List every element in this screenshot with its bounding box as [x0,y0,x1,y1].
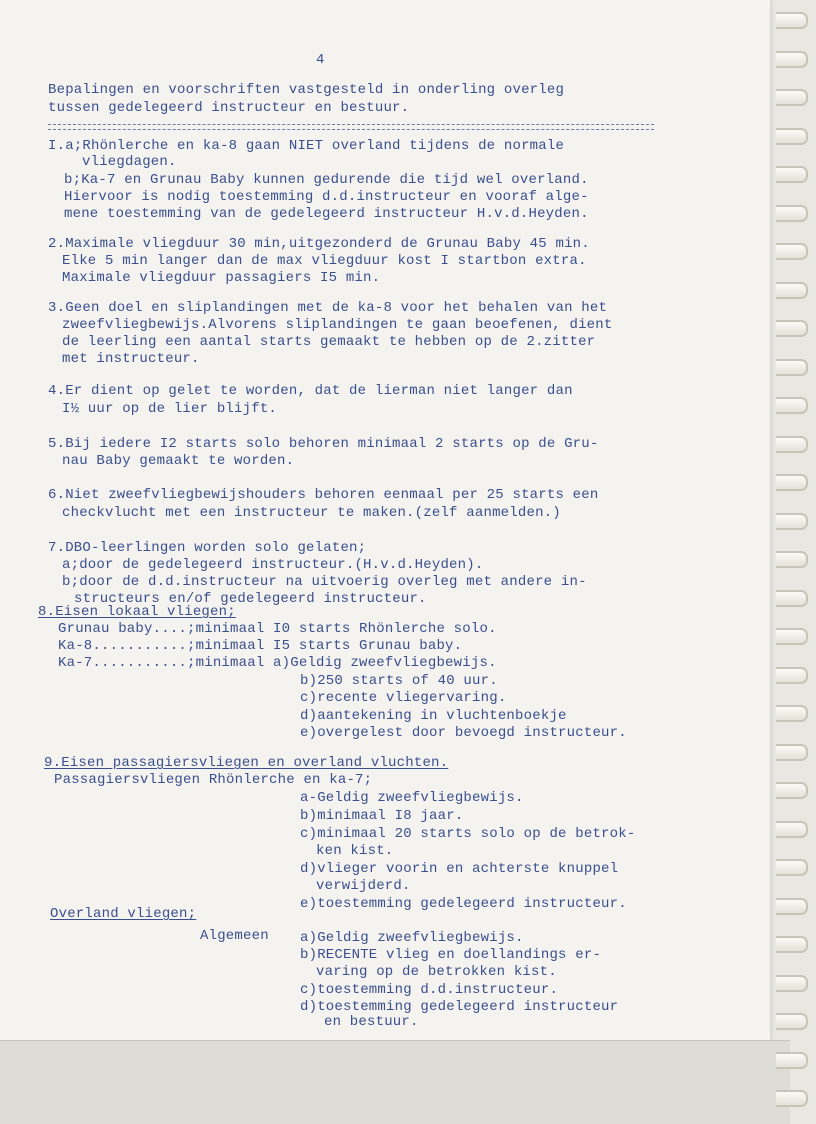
text-line: Passagiersvliegen Rhönlerche en ka-7; [54,772,373,788]
text-line: de leerling een aantal starts gemaakt te hebben op de 2.zitter [62,334,596,350]
text-line: d)aantekening in vluchtenboekje [300,708,567,724]
section-heading: Overland vliegen; [50,906,197,922]
text-line: nau Baby gemaakt te worden. [62,453,295,469]
text-line: b)minimaal I8 jaar. [300,808,464,824]
text-line: Elke 5 min langer dan de max vliegduur kost I startbon extra. [62,253,587,269]
binding-ring [776,282,808,299]
text-line: 5.Bij iedere I2 starts solo behoren minimaal 2 starts op de Gru- [48,436,599,452]
binding-ring [776,859,808,876]
binding-ring [776,551,808,568]
text-line: b)250 starts of 40 uur. [300,673,498,689]
binding-ring [776,628,808,645]
binding-ring [776,936,808,953]
binding-ring [776,513,808,530]
binding-ring [776,1052,808,1069]
text-line: d)toestemming gedelegeerd instructeur [300,999,619,1015]
text-line: Grunau baby....;minimaal I0 starts Rhönlerche solo. [58,621,497,637]
text-line: c)recente vliegervaring. [300,690,507,706]
text-line: c)toestemming d.d.instructeur. [300,982,559,998]
text-line: varing op de betrokken kist. [316,964,557,980]
text-line: 2.Maximale vliegduur 30 min,uitgezonderd de Grunau Baby 45 min. [48,236,590,252]
text-line: Algemeen [200,928,269,944]
text-line: Maximale vliegduur passagiers I5 min. [62,270,381,286]
binding-ring [776,1090,808,1107]
binding-ring [776,359,808,376]
heading-line: Bepalingen en voorschriften vastgesteld in onderling overleg [48,82,565,98]
binding-ring [776,89,808,106]
section-heading: 9.Eisen passagiersvliegen en overland vluchten. [44,755,449,771]
binding-ring [776,1013,808,1030]
text-line: 6.Niet zweefvliegbewijshouders behoren eenmaal per 25 starts een [48,487,599,503]
text-line: b;Ka-7 en Grunau Baby kunnen gedurende die tijd wel overland. [64,172,589,188]
text-line: Hiervoor is nodig toestemming d.d.instructeur en vooraf alge- [64,189,589,205]
text-line: b)RECENTE vlieg en doellandings er- [300,947,602,963]
binding-ring [776,474,808,491]
text-line: zweefvliegbewijs.Alvorens sliplandingen te gaan beoefenen, dient [62,317,613,333]
double-rule-divider [48,124,654,130]
text-line: mene toestemming van de gedelegeerd instructeur H.v.d.Heyden. [64,206,589,222]
text-line: verwijderd. [316,878,411,894]
binding-ring [776,320,808,337]
text-line: e)toestemming gedelegeerd instructeur. [300,896,627,912]
text-line: a)Geldig zweefvliegbewijs. [300,930,524,946]
binding-ring [776,166,808,183]
binding-ring [776,205,808,222]
binding-ring [776,397,808,414]
text-line: vliegdagen. [82,154,177,170]
text-line: ken kist. [316,843,394,859]
text-line: structeurs en/of gedelegeerd instructeur. [74,591,427,607]
text-line: checkvlucht met een instructeur te maken.(zelf aanmelden.) [62,505,561,521]
text-line: met instructeur. [62,351,200,367]
comb-binding [772,0,816,1123]
text-line: I½ uur op de lier blijft. [62,401,278,417]
text-line: a-Geldig zweefvliegbewijs. [300,790,524,806]
binding-ring [776,12,808,29]
next-page-edge [0,1040,790,1124]
binding-ring [776,821,808,838]
text-line: d)vlieger voorin en achterste knuppel [300,861,619,877]
text-line: 7.DBO-leerlingen worden solo gelaten; [48,540,367,556]
binding-ring [776,975,808,992]
text-line: c)minimaal 20 starts solo op de betrok- [300,826,636,842]
text-line: Ka-8...........;minimaal I5 starts Grunau baby. [58,638,463,654]
text-line: 3.Geen doel en sliplandingen met de ka-8 voor het behalen van het [48,300,608,316]
heading-line: tussen gedelegeerd instructeur en bestuur. [48,100,410,116]
binding-ring [776,782,808,799]
text-line: Ka-7...........;minimaal a)Geldig zweefvliegbewijs. [58,655,497,671]
binding-ring [776,51,808,68]
text-line: e)overgelest door bevoegd instructeur. [300,725,627,741]
text-line: I.a;Rhönlerche en ka-8 gaan NIET overland tijdens de normale [48,138,565,154]
binding-ring [776,128,808,145]
text-line: en bestuur. [324,1014,419,1030]
binding-ring [776,667,808,684]
section-heading: 8.Eisen lokaal vliegen; [38,604,236,620]
binding-ring [776,744,808,761]
binding-ring [776,898,808,915]
page-number: 4 [316,52,325,68]
binding-ring [776,436,808,453]
text-line: b;door de d.d.instructeur na uitvoerig overleg met andere in- [62,574,587,590]
binding-ring [776,590,808,607]
binding-ring [776,705,808,722]
binding-ring [776,243,808,260]
text-line: 4.Er dient op gelet te worden, dat de lierman niet langer dan [48,383,573,399]
text-line: a;door de gedelegeerd instructeur.(H.v.d.Heyden). [62,557,484,573]
